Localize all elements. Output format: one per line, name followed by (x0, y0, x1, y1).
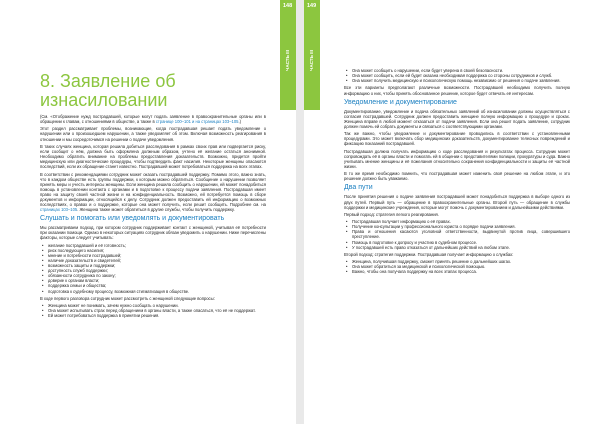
list-item: • возможность защиты и поддержки; (48, 263, 266, 268)
list-item: • Она может обратиться за медицинской и психологической помощью. (352, 264, 570, 269)
list-item: • подготовка к судебному процессу, возможная стигматизация в обществе. (48, 289, 266, 294)
two-paths-intro: После принятия решения о подаче заявления пострадавшей может понадобиться поддержка в выборе одного из двух путей. Первый путь — обращение в правоохранительные органы. Второй путь — обращение в службы поддержки и медицинские учреждения, которые могут помочь с документированием и дальнейшими действиями. (344, 194, 570, 210)
notification-paragraph-3: Пострадавшая должна получать информацию о ходе расследования и результатах процесса. Сотрудник может сопровождать её в органы власти и помогать ей в общении с представителями полиции, прокуратуры и суда. Важно учитывать мнение женщины и её пожелания относительно сохранения конфиденциальности и защиты её частной жизни. (344, 148, 570, 169)
list-item: • доверие к органам власти; (48, 278, 266, 283)
path-1-list (344, 219, 570, 250)
list-item: • обязанности сотрудника по закону; (48, 273, 266, 278)
list-item: • мнение и потребности пострадавшей; (48, 253, 266, 258)
left-page (0, 0, 296, 424)
list-item: • Женщина может не понимать, зачем нужно сообщать о нарушении. (48, 303, 266, 308)
right-body (344, 68, 570, 277)
list-item: • Она может сообщить о нарушении, если будет уверена в своей безопасности. (352, 68, 570, 73)
list-item: • У пострадавшей есть право отказаться от дальнейших действий на любом этапе. (352, 245, 570, 250)
paragraph-3-text: В соответствии с рекомендациями сотрудник может оказать пострадавшей поддержку. Помимо этого, важно знать, что в каждом обществе есть группы поддержки, к которым можно обратиться. Сообщение о нарушении позволяет принять меры и учесть интересы женщины. Если женщина решила сообщить о нарушении, ей может понадобиться помощь в установлении контакта с органами и в подготовке к процессу подачи заявления. Пострадавшая имеет право на защиту своей частной жизни и на конфиденциальность. Возможно, ей потребуется помощь в сборе документов и информации, относящейся к делу. Сотрудник должен предоставить ей информацию о возможных последствиях, о правах и о поддержке, которые она может получить, если решит сообщить. Подробнее см. на (40, 171, 266, 208)
list-item: • желание пострадавшей и её готовность; (48, 243, 266, 248)
list-item: • Получение консультации у профессионального юриста о порядке подачи заявления. (352, 224, 570, 229)
list-item: • доступность служб поддержки; (48, 268, 266, 273)
questions-list (40, 303, 266, 318)
list-item: • Важно, чтобы она получала поддержку на всех этапах процесса. (352, 269, 570, 274)
book-gutter (296, 0, 304, 424)
intro-paragraph (40, 114, 266, 124)
section-heading-listen: Слушать и помогать или уведомлять и документировать (40, 215, 225, 223)
options-summary: Все эти варианты предполагают различные возможности. Пострадавшей необходимо получить полную информацию о них, чтобы принять обоснованное решение, которое будет отвечать её интересам. (344, 85, 570, 96)
list-item: • Помощь в подготовке к допросу и участию в судебном процессе. (352, 240, 570, 245)
list-item: • риск последующего насилия; (48, 248, 266, 253)
side-label-right: ЧАСТЬ III (309, 50, 314, 71)
notification-paragraph-1: Документирование, уведомление и подача обязательных заявлений об изнасиловании должны осуществляться с согласия пострадавшей. Сотрудник должен предоставить женщине полную информацию о процедуре и сроках. Женщина вправе в любой момент отказаться от подачи заявления. Если она решит подать заявление, сотрудник должен помочь ей собрать документы и связаться с соответствующими органами. (344, 108, 570, 129)
factors-list (40, 243, 266, 294)
paragraph-3-tail: . Женщина также может обратиться в другие службы, чтобы получить поддержку. (77, 207, 235, 213)
options-list (344, 68, 570, 83)
list-item: • Она может получить медицинскую и психологическую помощь независимо от решения о подаче заявления. (352, 78, 570, 83)
side-label-left: ЧАСТЬ III (285, 50, 290, 71)
paragraph-3 (40, 172, 266, 213)
list-item: • Ей может потребоваться поддержка в принятии решения. (48, 313, 266, 318)
section-heading-two-paths: Два пути (344, 184, 373, 192)
paragraph-2: В таких случаях женщина, которая решила добиться расследования в рамках своих прав или подвергается риску, если сообщит о нём, должна быть оформлена должным образом, учтено её желание остаться анонимной. Необходимо обратить внимание на проблемы предоставления доказательств. Возможно, придется пройти медицинскую или диагностические процедуры, чтобы подтвердить факт насилия. Некоторые женщины опасаются последствий, если их обращение станет известно. Пострадавшей может потребоваться поддержка на всех этапах. (40, 143, 266, 170)
list-item: • Она может испытывать страх перед обращением в органы власти, а также опасаться, что её не поддержат. (48, 308, 266, 313)
notification-paragraph-2: Так же важно, чтобы уведомление и документирование проводились в соответствии с установленными процедурами. Это может включать сбор медицинских доказательств, документирование телесных повреждений и фиксацию показаний пострадавшей. (344, 131, 570, 147)
list-item: • Права и отношения касаются уголовной ответственности, выдвинутой против лица, совершившего преступление. (352, 229, 570, 239)
list-item: • наличие доказательств и свидетелей; (48, 258, 266, 263)
page-number-left: 148 (283, 3, 293, 9)
list-item: • поддержка семьи и общества; (48, 283, 266, 288)
path-1-title: Первый подход: стратегия легкого реагирования. (344, 211, 439, 217)
path-2-list (344, 259, 570, 274)
intro-text: (См. «Отображение нужд пострадавшей, которые могут подать заявление в правоохранительные органы или в обращении к главам, с отношениями в обществе, а также в (40, 114, 266, 125)
intro-text-tail: .) (238, 119, 241, 125)
notification-paragraph-4: В то же время необходимо помнить, что пострадавшая может изменить своё решение на любом этапе, и это решение должно быть уважаемо. (344, 171, 570, 182)
intro-link[interactable]: странице 100–101 и на страницах 103–105 (155, 119, 239, 125)
paragraph-1: Этот раздел рассматривает проблемы, возникающие, когда пострадавшая решает подать уведомление о нарушении или о произошедшем нарушении, а также уведомляет об этом. Включая возможность реагирования в отношении и мы сосредоточимся на решении о подаче уведомления. (40, 126, 266, 142)
list-item: • Пострадавшая получает информацию о её правах. (352, 219, 570, 224)
section-intro: Мы рассматриваем подход, при котором сотрудник поддерживает контакт с женщиной, учитывая её потребности при оказании помощи. Однако в некоторых ситуациях сотрудник обязан уведомить о нарушении. Ниже перечислены факторы, которые следует учитывать: (40, 225, 266, 241)
chapter-title: 8. Заявление об изнасиловании (40, 71, 176, 111)
list-item: • Женщина, получившая поддержку, сможет принять решение о дальнейших шагах. (352, 259, 570, 264)
after-list-paragraph: В ходе первого разговора сотрудник может рассмотреть с женщиной следующие вопросы: (40, 295, 215, 301)
page-number-right: 149 (307, 3, 317, 9)
path-2-title: Второй подход: стратегия поддержки. Пострадавшая получает информацию о службах: (344, 251, 514, 257)
list-item: • Она может сообщить, если ей будет оказана необходимая поддержка со стороны сотрудников и служб. (352, 73, 570, 78)
paragraph-3-link[interactable]: страницах 103–105 (40, 207, 78, 213)
right-page (304, 0, 600, 424)
section-heading-notification: Уведомление и документирование (344, 98, 457, 106)
left-body (40, 114, 266, 321)
